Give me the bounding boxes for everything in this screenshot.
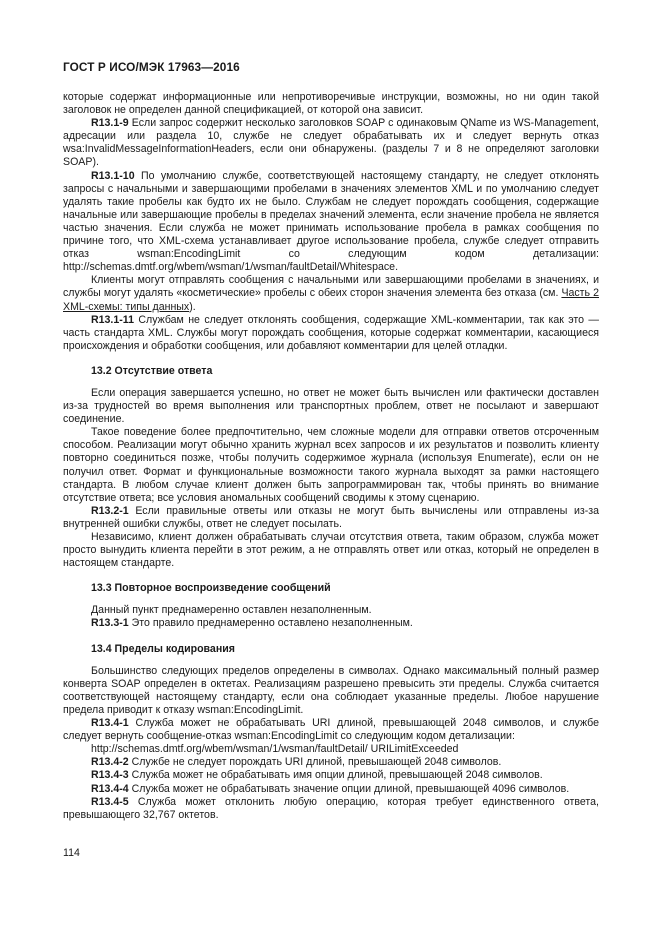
rule-id: R13.4-5	[91, 795, 129, 808]
paragraph: Если операция завершается успешно, но ответ не может быть вычислен или фактически доставлен из-за трудностей во время выполнения или транспортных проблем, ответ не посылают и завершают соединение.	[63, 386, 599, 426]
rule-id: R13.1-9	[91, 117, 129, 130]
paragraph: Такое поведение более предпочтительно, чем сложные модели для отправки ответов отсроченным способом. Реализации могут обычно хранить журнал всех запросов и их результатов и позволить клиенту повторно соединиться позже, чтобы получить содержимое журнала (используя Enumerate), если он не получил ответ. Формат и функциональные возможности такого журнала выходят за рамки настоящего стандарта. В любом случае клиент должен быть запрограммирован так, чтобы принять во внимание отсутствие ответа; все условия аномальных сообщений сводимы к этому сценарию.	[63, 426, 599, 504]
rule-text: Служба может не обрабатывать имя опции длиной, превышающей 2048 символов.	[128, 769, 543, 782]
paragraph: Большинство следующих пределов определены в символах. Однако максимальный полный размер конверта SOAP определен в октетах. Реализациям разрешено превысить эти пределы. Служба считается соответствующей настоящему стандарту, если она соблюдает указанные пределы. Любое нарушение предела приводит к отказу wsman:EncodingLimit.	[63, 664, 599, 716]
rule-text: Если запрос содержит несколько заголовков SOAP с одинаковым QName из WS-Management, адресации или раздела 10, службе не следует обрабатывать их и следует вернуть отказ wsa:InvalidMessageInformationHeaders, если они обнаружены. (разделы 7 и 8 не определяют заголовки SOAP).	[63, 117, 599, 169]
rule-text: Служба может отклонить любую операцию, которая требует единственного ответа, превышающего 32,767 октетов.	[63, 795, 599, 821]
page-number: 114	[63, 847, 80, 859]
rule-paragraph	[63, 783, 599, 796]
section-heading: 13.4 Пределы кодирования	[91, 642, 235, 655]
section-heading: 13.3 Повторное воспроизведение сообщений	[91, 582, 331, 595]
rule-id: R13.4-2	[91, 756, 129, 769]
rule-id: R13.3-1	[91, 617, 129, 630]
rule-paragraph	[63, 117, 599, 169]
rule-paragraph	[63, 617, 599, 630]
fault-detail-url: http://schemas.dmtf.org/wbem/wsman/1/wsman/faultDetail/ URILimitExceeded	[91, 743, 459, 756]
rule-id: R13.4-3	[91, 769, 129, 782]
section-heading: 13.2 Отсутствие ответа	[91, 364, 213, 377]
paragraph: Независимо, клиент должен обрабатывать случаи отсутствия ответа, таким образом, служба может просто вынудить клиента перейти в этот режим, а не отправлять ответ или отказ, который не определен в настоящем стандарте.	[63, 531, 599, 570]
rule-id: R13.1-10	[91, 169, 135, 182]
rule-paragraph	[63, 505, 599, 531]
rule-id: R13.4-1	[91, 717, 129, 730]
rule-text: Служба может не обрабатывать URI длиной, превышающей 2048 символов, и службе следует вернуть сообщение-отказ wsman:EncodingLimit со следующим кодом детализации:	[63, 717, 599, 743]
rule-paragraph	[63, 170, 599, 275]
rule-text: Служба может не обрабатывать значение опции длиной, превышающей 4096 символов.	[128, 782, 570, 795]
rule-paragraph	[63, 769, 599, 782]
rule-text: Это правило преднамеренно оставлено незаполненным.	[128, 617, 413, 630]
rule-paragraph	[63, 717, 599, 743]
paragraph	[63, 274, 599, 313]
rule-text: По умолчанию службе, соответствующей настоящему стандарту, не следует отклонять запросы с начальными и завершающими пробелами в значениях элементов XML и по умолчанию следует удалять такие пробелы как будто их не было. Службам не следует порождать сообщения, содержащие начальные или завершающие пробелы в пределах значений элемента, если значение пробела не является частью значения. Если служба не может принимать использование пробела в рамках сообщения по причине того, что XML-схема устанавливает другое использование пробела, службе следует отправить отказ wsman:EncodingLimit со следующим кодом детализации: http://schemas.dmtf.org/wbem/wsman/1/wsman/faultDetail/Whitespace.	[63, 169, 599, 274]
paragraph: которые содержат информационные или непротиворечивые инструкции, возможны, но ни один такой заголовок не определен данной спецификацией, от которой она зависит.	[63, 91, 599, 117]
paragraph: Данный пункт преднамеренно оставлен незаполненным.	[91, 604, 372, 617]
reference-link[interactable]: Часть 2 XML-схемы: типы данных	[63, 287, 599, 313]
paragraph-text: Клиенты могут отправлять сообщения с начальными или завершающими пробелами в значениях, и службы могут удалять «косметические» пробелы с обеих сторон значения элемента без отказа (см.	[63, 274, 599, 300]
rule-id: R13.2-1	[91, 504, 129, 517]
paragraph-tail: ).	[189, 300, 196, 313]
rule-text: Службе не следует порождать URI длиной, превышающей 2048 символов.	[128, 756, 502, 769]
rule-id: R13.1-11	[91, 313, 134, 326]
rule-paragraph	[63, 796, 599, 822]
document-header: ГОСТ Р ИСО/МЭК 17963—2016	[63, 60, 240, 74]
rule-id: R13.4-4	[91, 782, 129, 795]
rule-paragraph	[63, 314, 599, 353]
rule-text: Службам не следует отклонять сообщения, содержащие XML-комментарии, так как это — часть стандарта XML. Службы могут порождать сообщения, которые содержат комментарии, касающиеся происхождения и обработки сообщения, или добавляют комментарии для целей отладки.	[63, 313, 599, 352]
rule-text: Если правильные ответы или отказы не могут быть вычислены или отправлены из-за внутренней ошибки службы, ответ не следует посылать.	[63, 504, 599, 530]
rule-paragraph	[63, 756, 599, 769]
page-content	[63, 91, 599, 822]
